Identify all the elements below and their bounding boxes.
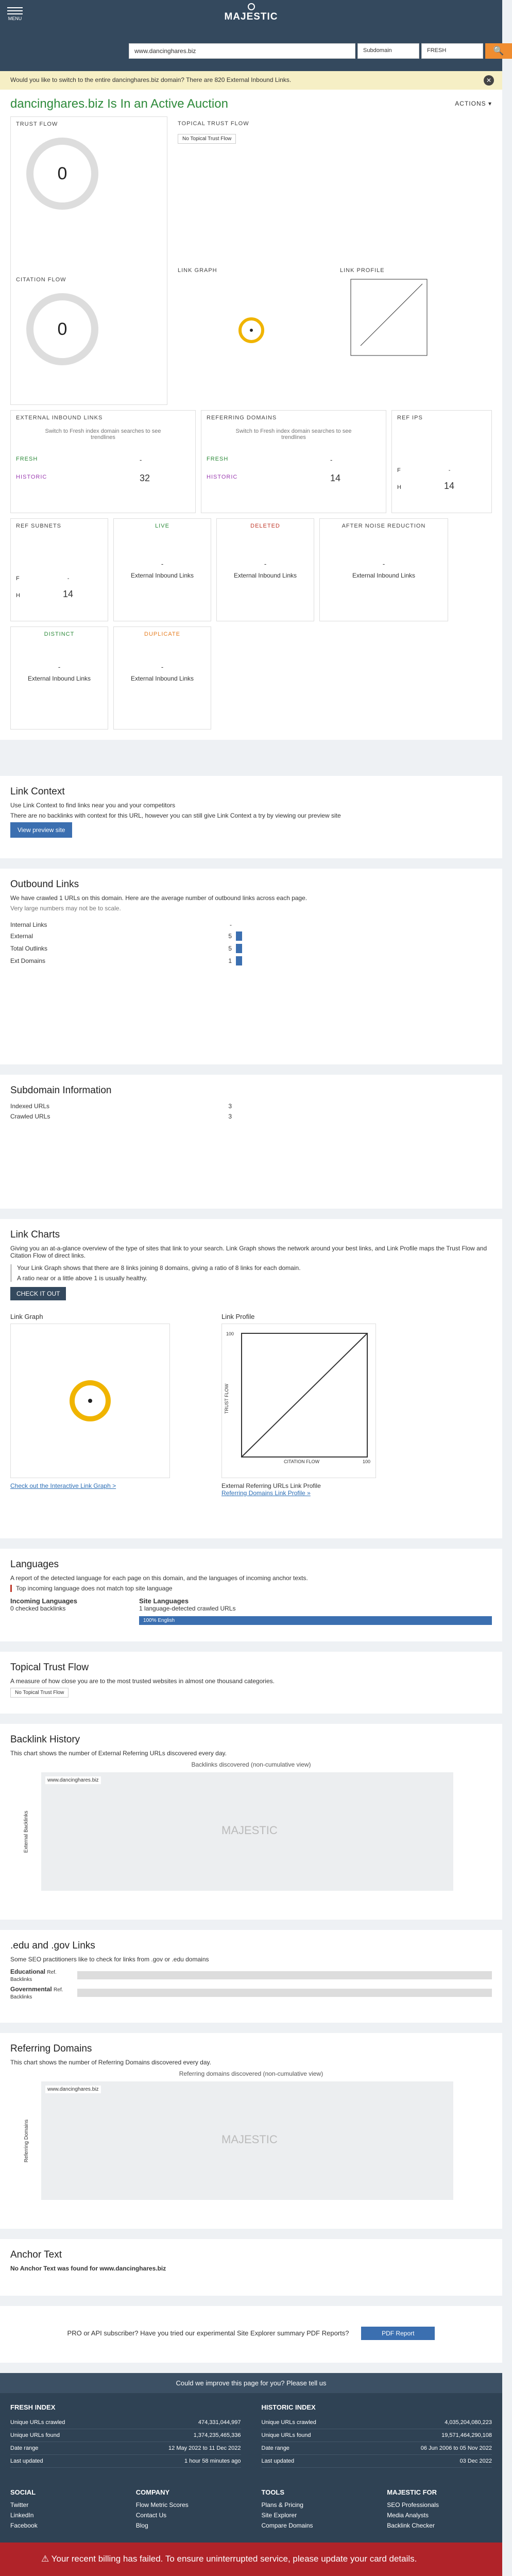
live-label: LIVE	[155, 523, 169, 529]
footer-col-title: TOOLS	[261, 2488, 285, 2496]
footer-col-social	[10, 2488, 115, 2532]
backlink-chart-title: Backlinks discovered (non-cumulative view)	[191, 1761, 311, 1768]
backlink-history-section	[0, 1724, 502, 1920]
footer-link[interactable]: Site Explorer	[261, 2512, 297, 2519]
pdf-report-button[interactable]: PDF Report	[361, 2327, 435, 2340]
ref-chart-watermark: MAJESTIC	[221, 2133, 278, 2146]
ext-links-note: Switch to Fresh index domain searches to see trendlines	[45, 428, 161, 440]
backlink-history-title: Backlink History	[10, 1734, 80, 1745]
summary-panel	[0, 90, 502, 740]
ref-subnets-historic: 14	[63, 589, 74, 599]
languages-section	[0, 1549, 502, 1641]
link-context-title: Link Context	[10, 786, 65, 797]
ext-historic-value: 32	[140, 473, 150, 483]
footer-link[interactable]: Contact Us	[135, 2512, 167, 2519]
outbound-row	[10, 944, 492, 953]
after-noise-caption: External Inbound Links	[352, 572, 416, 579]
ref-ylabel: Referring Domains	[24, 2119, 30, 2163]
index-stat-row	[262, 2416, 492, 2429]
ref-domains-chart	[24, 2081, 453, 2200]
topical-box	[173, 116, 492, 258]
index-stat-value: 19,571,464,290,108	[441, 2432, 492, 2438]
logo-text: MAJESTIC	[224, 11, 278, 22]
outbound-row-value: 1	[228, 957, 232, 964]
profile-note: External Referring URLs Link Profile	[221, 1482, 321, 1489]
index-stat-value: 4,035,204,080,223	[445, 2419, 492, 2426]
footer-link[interactable]: Flow Metric Scores	[135, 2501, 189, 2509]
ref-domains-label: REFERRING DOMAINS	[207, 415, 277, 421]
footer-col-title: MAJESTIC FOR	[387, 2488, 437, 2496]
footer-col-company	[136, 2488, 241, 2532]
subdomain-section	[0, 1075, 502, 1209]
ref-historic-label: HISTORIC	[207, 474, 238, 480]
index-stat-value: 1,374,235,465,336	[193, 2432, 241, 2438]
footer-link[interactable]: Plans & Pricing	[261, 2501, 303, 2509]
ref-fresh-value: -	[330, 456, 333, 464]
edu-label: Educational	[10, 1968, 46, 1975]
profile-y-axis: TRUST FLOW	[224, 1383, 230, 1414]
distinct-caption: External Inbound Links	[27, 675, 91, 682]
edu-gov-title: .edu and .gov Links	[10, 1940, 95, 1951]
live-links-box	[113, 518, 211, 621]
chart-watermark: MAJESTIC	[221, 1824, 278, 1837]
ref-domains-profile-link[interactable]: Referring Domains Link Profile »	[221, 1489, 311, 1497]
footer-col-title: COMPANY	[135, 2488, 170, 2496]
profile-x-axis: CITATION FLOW	[284, 1459, 320, 1464]
ext-fresh-value: -	[140, 456, 142, 464]
menu-label: MENU	[8, 16, 22, 21]
ref-ips-label: REF IPS	[397, 415, 423, 421]
index-stat-label: Unique URLs found	[261, 2432, 311, 2438]
topical-label: TOPICAL TRUST FLOW	[178, 121, 249, 127]
edu-gov-p1: Some SEO practitioners like to check for links from .gov or .edu domains	[10, 1956, 209, 1963]
after-noise-box	[319, 518, 448, 621]
ref-subnets-label: REF SUBNETS	[16, 523, 62, 529]
anchor-title: Anchor Text	[10, 2249, 62, 2260]
topical-p1: A measure of how close you are to the most trusted websites in almost one thousand categories.	[10, 1677, 275, 1685]
footer-link[interactable]: Blog	[135, 2522, 148, 2529]
site-lang-text: 1 language-detected crawled URLs	[139, 1605, 236, 1612]
languages-title: Languages	[10, 1559, 59, 1570]
ref-ips-box: REF IPS F - H 14	[391, 410, 492, 513]
outbound-title: Outbound Links	[10, 879, 79, 890]
footer-col-title: SOCIAL	[10, 2488, 36, 2496]
search-button[interactable]	[485, 43, 512, 59]
subdomain-title: Subdomain Information	[10, 1085, 112, 1096]
outbound-row-bar	[236, 956, 242, 965]
deleted-links-box	[216, 518, 314, 621]
ref-domains-note: Switch to Fresh index domain searches to see trendlines	[235, 428, 352, 440]
backlink-history-p1: This chart shows the number of External Referring URLs discovered every day.	[10, 1750, 227, 1757]
link-profile-box[interactable]	[335, 263, 492, 405]
edu-bar	[77, 1971, 492, 1979]
subdomain-row-label: Crawled URLs	[10, 1113, 50, 1120]
outbound-row-bar	[236, 931, 242, 941]
index-stat-label: Last updated	[10, 2458, 43, 2464]
gov-bar	[77, 1989, 492, 1997]
footer-link[interactable]: Backlink Checker	[387, 2522, 435, 2529]
outbound-p2: Very large numbers may not be to scale.	[10, 905, 121, 912]
distinct-value: -	[58, 663, 61, 671]
footer-col-tools	[262, 2488, 367, 2532]
link-charts-p2: Your Link Graph shows that there are 8 links joining 8 domains, giving a ratio of 8 links for each domain.	[17, 1264, 301, 1272]
ext-links-box	[10, 410, 196, 513]
link-graph-panel[interactable]	[10, 1324, 170, 1478]
footer-link[interactable]: Compare Domains	[261, 2522, 313, 2529]
ref-subnets-box: REF SUBNETS F - H 14	[10, 518, 108, 621]
link-profile-thumb	[350, 279, 428, 356]
outbound-row-value: 5	[228, 933, 232, 940]
index-stat-value: 03 Dec 2022	[459, 2458, 492, 2464]
english-bar: 100% English	[139, 1616, 492, 1625]
link-profile-panel[interactable]	[221, 1324, 376, 1478]
top-header	[0, 0, 502, 32]
majestic-logo[interactable]	[0, 3, 502, 23]
ref-domains-title: Referring Domains	[10, 2043, 92, 2054]
search-area	[0, 32, 502, 71]
trust-flow-label: TRUST FLOW	[16, 121, 58, 127]
subdomain-row	[10, 1113, 492, 1120]
footer-link[interactable]: Twitter	[10, 2501, 29, 2509]
index-stat-label: Last updated	[261, 2458, 295, 2464]
historic-index-stats	[262, 2403, 492, 2468]
pro-text: PRO or API subscriber? Have you tried our experimental Site Explorer summary PDF Reports?	[67, 2329, 349, 2337]
index-stat-value: 06 Jun 2006 to 05 Nov 2022	[420, 2445, 492, 2451]
ref-fresh-label: FRESH	[207, 456, 229, 462]
index-stat-value: 1 hour 58 minutes ago	[184, 2458, 241, 2464]
link-charts-title: Link Charts	[10, 1229, 60, 1240]
index-stat-label: Date range	[261, 2445, 289, 2451]
link-charts-p1: Giving you an at-a-glance overview of the type of sites that link to your search. Link Graph shows the network around your best links, and Link Profile maps the Trust Flow and Citation Flow of direct links.	[10, 1245, 487, 1259]
citation-flow-label: CITATION FLOW	[16, 277, 66, 283]
ref-ips-historic: 14	[444, 481, 455, 491]
outbound-row-value: 5	[228, 945, 232, 952]
footer-link[interactable]: Media Analysts	[387, 2512, 429, 2519]
deleted-label: DELETED	[250, 523, 280, 529]
edu-gov-section: .edu and .gov Links Some SEO practitioners like to check for links from .gov or .edu domains Educational Ref. Backlinks Governmental Ref. Backlinks	[0, 1930, 502, 2023]
after-noise-label: AFTER NOISE REDUCTION	[342, 523, 426, 529]
feedback-bar[interactable]: Could we improve this page for you? Please tell us	[0, 2373, 502, 2393]
footer-link[interactable]: Facebook	[10, 2522, 38, 2529]
outbound-row	[10, 931, 492, 941]
link-graph-node	[70, 1380, 111, 1421]
site-lang-title: Site Languages	[139, 1597, 189, 1605]
anchor-p1: No Anchor Text was found for www.dancinghares.biz	[10, 2265, 166, 2272]
historic-index-title: HISTORIC INDEX	[261, 2403, 316, 2411]
after-noise-value: -	[382, 560, 385, 568]
index-stat-label: Unique URLs crawled	[10, 2419, 65, 2426]
citation-flow-ring: 0	[26, 293, 98, 365]
link-graph-box[interactable]	[173, 263, 330, 405]
index-stat-label: Unique URLs crawled	[261, 2419, 316, 2426]
index-stat-row	[10, 2429, 241, 2442]
search-icon: 🔍	[493, 46, 504, 56]
alert-icon: ⚠	[41, 2554, 49, 2564]
duplicate-caption: External Inbound Links	[130, 675, 194, 682]
ext-links-label: EXTERNAL INBOUND LINKS	[16, 415, 103, 421]
view-preview-button[interactable]: View preview site	[10, 822, 72, 838]
live-value: -	[161, 560, 164, 568]
scope-select[interactable]: Subdomain	[357, 43, 419, 59]
ext-historic-label: HISTORIC	[16, 474, 47, 480]
referring-domains-section	[0, 2033, 502, 2229]
outbound-row	[10, 921, 492, 928]
profile-y-max: 100	[226, 1331, 234, 1336]
domain-notice	[0, 71, 502, 90]
check-it-out-button[interactable]: CHECK IT OUT	[10, 1287, 66, 1300]
outbound-row-bar	[236, 944, 242, 953]
index-stat-row	[10, 2416, 241, 2429]
topical-title: Topical Trust Flow	[10, 1662, 89, 1673]
ref-domains-box	[201, 410, 386, 513]
live-caption: External Inbound Links	[130, 572, 194, 579]
notice-text: Would you like to switch to the entire dancinghares.biz domain? There are 820 External Inbound Links.	[10, 76, 292, 83]
footer	[0, 2393, 502, 2543]
index-stat-value: 474,331,044,997	[198, 2419, 241, 2426]
billing-alert[interactable]	[0, 2543, 502, 2576]
link-profile-chart	[226, 1328, 372, 1475]
link-context-section	[0, 776, 502, 858]
languages-p1: A report of the detected language for each page on this domain, and the languages of incoming anchor texts.	[10, 1574, 308, 1582]
gov-label: Governmental	[10, 1986, 52, 1993]
index-stat-row	[262, 2455, 492, 2468]
outbound-row-label: Total Outlinks	[10, 945, 48, 952]
topical-section	[0, 1652, 502, 1714]
ref-legend: www.dancinghares.biz	[45, 2086, 101, 2093]
ref-historic-value: 14	[330, 473, 341, 483]
fresh-index-title: FRESH INDEX	[10, 2403, 56, 2411]
ref-chart-title: Referring domains discovered (non-cumulative view)	[179, 2070, 323, 2077]
duplicate-label: DUPLICATE	[144, 631, 180, 637]
index-stat-label: Unique URLs found	[10, 2432, 60, 2438]
page-title: dancinghares.biz Is In an Active Auction	[10, 97, 228, 111]
subdomain-row-label: Indexed URLs	[10, 1103, 50, 1110]
outbound-p1: We have crawled 1 URLs on this domain. Here are the average number of outbound links across each page.	[10, 894, 308, 902]
duplicate-links-box	[113, 626, 211, 730]
link-context-p1: Use Link Context to find links near you and your competitors	[10, 802, 176, 809]
fresh-index-stats	[10, 2403, 241, 2468]
link-profile-title: Link Profile	[221, 1313, 255, 1320]
index-stat-value: 12 May 2022 to 11 Dec 2022	[168, 2445, 241, 2451]
index-select[interactable]: FRESH	[421, 43, 483, 59]
incoming-lang-text: 0 checked backlinks	[10, 1605, 66, 1612]
trust-flow-ring: 0	[26, 138, 98, 210]
subdomain-row-value: 3	[228, 1113, 232, 1120]
footer-col-for	[387, 2488, 492, 2532]
index-stat-row	[262, 2429, 492, 2442]
outbound-section	[0, 869, 502, 1064]
flow-metrics-box	[10, 116, 167, 405]
subdomain-row-value: 3	[228, 1103, 232, 1110]
incoming-lang-title: Incoming Languages	[10, 1597, 78, 1605]
subdomain-row	[10, 1103, 492, 1110]
topical-none: No Topical Trust Flow	[178, 134, 236, 144]
link-profile-label: LINK PROFILE	[340, 267, 385, 274]
index-stat-label: Date range	[10, 2445, 39, 2451]
backlink-ylabel: External Backlinks	[23, 1810, 29, 1853]
link-graph-label: LINK GRAPH	[178, 267, 217, 274]
backlink-chart	[23, 1772, 453, 1891]
ref-domains-p1: This chart shows the number of Referring Domains discovered every day.	[10, 2059, 211, 2066]
backlink-legend: www.dancinghares.biz	[45, 1776, 101, 1784]
link-context-p2: There are no backlinks with context for this URL, however you can still give Link Context a try by viewing our preview site	[10, 812, 341, 819]
ref-subnets-fresh: -	[67, 575, 70, 582]
index-stat-row	[10, 2442, 241, 2455]
outbound-row	[10, 956, 492, 965]
search-input[interactable]: www.dancinghares.biz	[129, 43, 355, 59]
pro-section	[0, 2306, 502, 2363]
languages-warn: Top incoming language does not match top site language	[10, 1585, 492, 1592]
topical-none-tag: No Topical Trust Flow	[10, 1688, 69, 1698]
index-stat-row	[10, 2455, 241, 2468]
link-graph-thumb	[238, 317, 264, 343]
ref-ips-fresh: -	[448, 467, 451, 473]
anchor-section	[0, 2239, 502, 2296]
link-graph-title: Link Graph	[10, 1313, 43, 1320]
deleted-caption: External Inbound Links	[233, 572, 297, 579]
link-charts-p3: A ratio near or a little above 1 is usually healthy.	[17, 1275, 148, 1282]
close-icon[interactable]: ✕	[484, 75, 494, 86]
profile-x-max: 100	[362, 1459, 370, 1464]
outbound-row-label: Internal Links	[10, 921, 47, 928]
logo-icon	[248, 3, 255, 10]
duplicate-value: -	[161, 663, 164, 671]
footer-link[interactable]: LinkedIn	[10, 2512, 34, 2519]
interactive-graph-link[interactable]: Check out the Interactive Link Graph >	[10, 1482, 116, 1489]
index-stat-row	[262, 2442, 492, 2455]
ext-fresh-label: FRESH	[16, 456, 38, 462]
outbound-row-label: Ext Domains	[10, 957, 46, 964]
actions-menu[interactable]: ACTIONS ▾	[455, 100, 492, 107]
link-charts-section	[0, 1219, 502, 1538]
footer-link[interactable]: SEO Professionals	[387, 2501, 439, 2509]
outbound-row-label: External	[10, 933, 33, 940]
deleted-value: -	[264, 560, 267, 568]
distinct-links-box	[10, 626, 108, 730]
outbound-row-value: -	[230, 921, 232, 928]
distinct-label: DISTINCT	[44, 631, 75, 637]
billing-text: Your recent billing has failed. To ensure uninterrupted service, please update your card details.	[51, 2554, 417, 2564]
